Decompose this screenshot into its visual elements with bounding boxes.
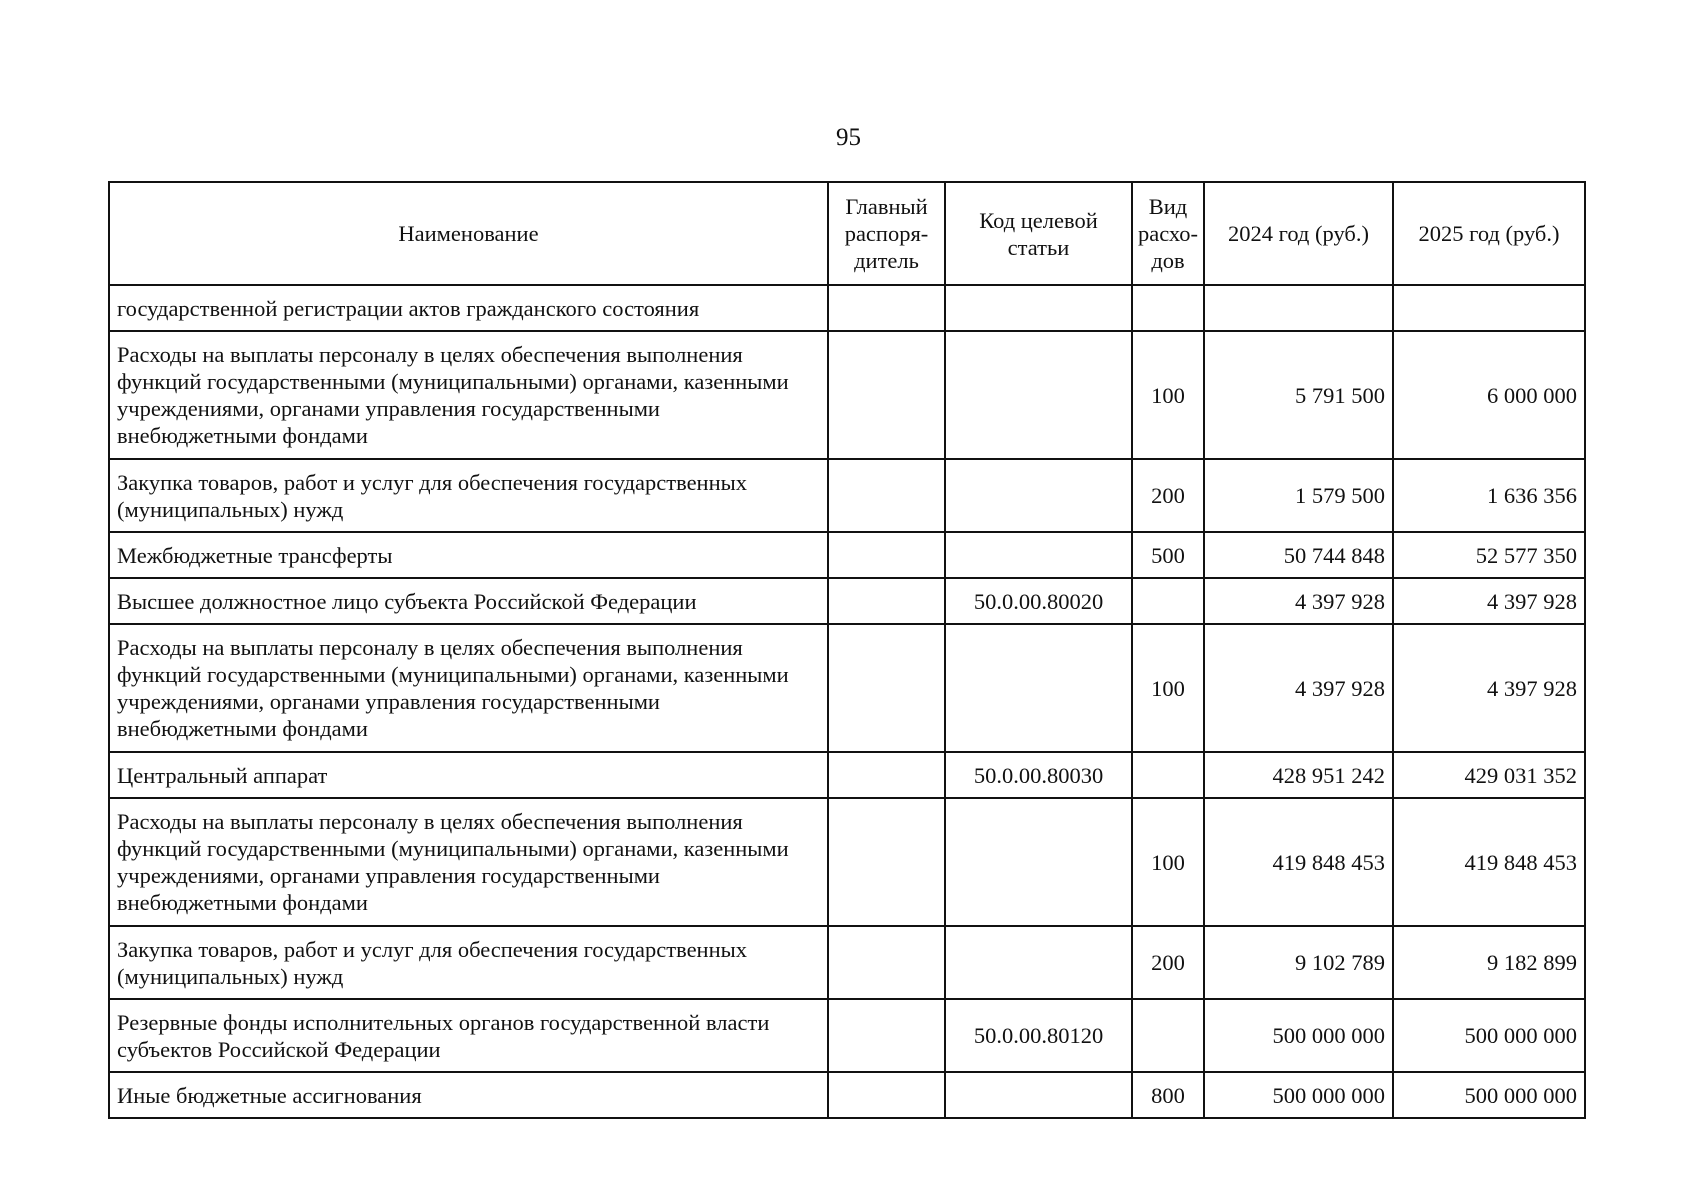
cell-grs <box>828 1072 945 1118</box>
cell-2025: 429 031 352 <box>1393 752 1585 798</box>
table-row <box>109 999 1585 1072</box>
table-row <box>109 798 1585 926</box>
cell-2025 <box>1393 285 1585 331</box>
cell-2024: 50 744 848 <box>1204 532 1393 578</box>
cell-name: государственной регистрации актов гражданского состояния <box>109 285 828 331</box>
table-row <box>109 459 1585 532</box>
budget-table <box>108 181 1586 1119</box>
cell-vid: 100 <box>1132 624 1204 752</box>
cell-code <box>945 331 1132 459</box>
cell-code <box>945 624 1132 752</box>
cell-grs <box>828 532 945 578</box>
cell-name: Резервные фонды исполнительных органов государственной власти субъектов Российской Федерации <box>109 999 828 1072</box>
table-row <box>109 624 1585 752</box>
cell-2025: 9 182 899 <box>1393 926 1585 999</box>
header-2024: 2024 год (руб.) <box>1204 182 1393 285</box>
cell-name: Центральный аппарат <box>109 752 828 798</box>
table-row <box>109 1072 1585 1118</box>
cell-2024 <box>1204 285 1393 331</box>
table-row <box>109 285 1585 331</box>
cell-vid: 500 <box>1132 532 1204 578</box>
cell-2024: 419 848 453 <box>1204 798 1393 926</box>
cell-grs <box>828 926 945 999</box>
table-row <box>109 532 1585 578</box>
cell-vid: 800 <box>1132 1072 1204 1118</box>
cell-grs <box>828 798 945 926</box>
cell-grs <box>828 624 945 752</box>
cell-vid: 200 <box>1132 926 1204 999</box>
cell-2024: 5 791 500 <box>1204 331 1393 459</box>
cell-code <box>945 285 1132 331</box>
page-number: 95 <box>836 124 861 151</box>
cell-code <box>945 532 1132 578</box>
cell-name: Иные бюджетные ассигнования <box>109 1072 828 1118</box>
cell-2025: 419 848 453 <box>1393 798 1585 926</box>
cell-vid <box>1132 285 1204 331</box>
cell-2025: 500 000 000 <box>1393 1072 1585 1118</box>
cell-vid <box>1132 999 1204 1072</box>
cell-2025: 6 000 000 <box>1393 331 1585 459</box>
cell-vid: 100 <box>1132 798 1204 926</box>
cell-code: 50.0.00.80020 <box>945 578 1132 624</box>
cell-2024: 500 000 000 <box>1204 999 1393 1072</box>
cell-code <box>945 1072 1132 1118</box>
cell-name: Закупка товаров, работ и услуг для обеспечения государственных (муниципальных) нужд <box>109 459 828 532</box>
cell-code: 50.0.00.80120 <box>945 999 1132 1072</box>
cell-name: Расходы на выплаты персоналу в целях обеспечения выполнения функций государственными (муниципальными) органами, казенными учреждениями, органами управления государственными внебюджетными фондами <box>109 624 828 752</box>
table-row <box>109 752 1585 798</box>
cell-vid <box>1132 578 1204 624</box>
cell-code: 50.0.00.80030 <box>945 752 1132 798</box>
cell-code <box>945 459 1132 532</box>
cell-2025: 4 397 928 <box>1393 624 1585 752</box>
cell-grs <box>828 752 945 798</box>
table-row <box>109 331 1585 459</box>
cell-2024: 4 397 928 <box>1204 624 1393 752</box>
cell-2025: 500 000 000 <box>1393 999 1585 1072</box>
cell-2025: 52 577 350 <box>1393 532 1585 578</box>
cell-name: Расходы на выплаты персоналу в целях обеспечения выполнения функций государственными (муниципальными) органами, казенными учреждениями, органами управления государственными внебюджетными фондами <box>109 798 828 926</box>
cell-code <box>945 926 1132 999</box>
cell-grs <box>828 578 945 624</box>
cell-grs <box>828 285 945 331</box>
header-grs: Главный распоря-дитель <box>828 182 945 285</box>
header-name: Наименование <box>109 182 828 285</box>
cell-2024: 428 951 242 <box>1204 752 1393 798</box>
table-row <box>109 926 1585 999</box>
cell-vid <box>1132 752 1204 798</box>
cell-vid: 100 <box>1132 331 1204 459</box>
cell-2024: 4 397 928 <box>1204 578 1393 624</box>
cell-grs <box>828 459 945 532</box>
cell-grs <box>828 999 945 1072</box>
cell-2025: 1 636 356 <box>1393 459 1585 532</box>
cell-2024: 9 102 789 <box>1204 926 1393 999</box>
cell-name: Закупка товаров, работ и услуг для обеспечения государственных (муниципальных) нужд <box>109 926 828 999</box>
cell-2025: 4 397 928 <box>1393 578 1585 624</box>
cell-name: Расходы на выплаты персоналу в целях обеспечения выполнения функций государственными (муниципальными) органами, казенными учреждениями, органами управления государственными внебюджетными фондами <box>109 331 828 459</box>
cell-name: Высшее должностное лицо субъекта Российской Федерации <box>109 578 828 624</box>
cell-code <box>945 798 1132 926</box>
cell-2024: 500 000 000 <box>1204 1072 1393 1118</box>
cell-name: Межбюджетные трансферты <box>109 532 828 578</box>
cell-2024: 1 579 500 <box>1204 459 1393 532</box>
table-row <box>109 578 1585 624</box>
table-header-row <box>109 182 1585 285</box>
cell-grs <box>828 331 945 459</box>
cell-vid: 200 <box>1132 459 1204 532</box>
header-2025: 2025 год (руб.) <box>1393 182 1585 285</box>
header-code: Код целевой статьи <box>945 182 1132 285</box>
header-vid: Вид расхо-дов <box>1132 182 1204 285</box>
